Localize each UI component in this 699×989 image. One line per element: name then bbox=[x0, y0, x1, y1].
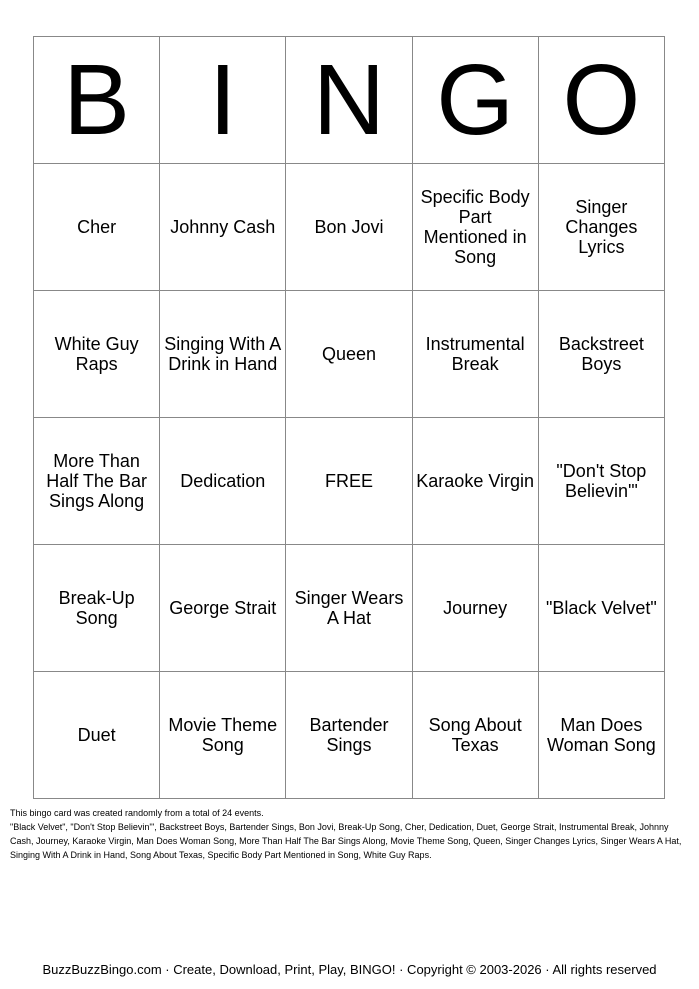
bingo-cell: Instrumental Break bbox=[412, 291, 538, 418]
bingo-cell: White Guy Raps bbox=[34, 291, 160, 418]
bingo-cell: Cher bbox=[34, 164, 160, 291]
bingo-cell: Man Does Woman Song bbox=[538, 672, 664, 799]
bingo-cell: Journey bbox=[412, 545, 538, 672]
header-letter-g: G bbox=[412, 37, 538, 164]
bingo-cell: Duet bbox=[34, 672, 160, 799]
bingo-cell: Backstreet Boys bbox=[538, 291, 664, 418]
header-letter-b: B bbox=[34, 37, 160, 164]
bingo-row-2 bbox=[34, 291, 665, 418]
bingo-cell: Johnny Cash bbox=[160, 164, 286, 291]
bingo-cell: More Than Half The Bar Sings Along bbox=[34, 418, 160, 545]
bingo-cell: Movie Theme Song bbox=[160, 672, 286, 799]
bingo-card bbox=[33, 36, 665, 799]
site-footer: BuzzBuzzBingo.com · Create, Download, Print, Play, BINGO! · Copyright © 2003-2026 · All rights reserved bbox=[42, 962, 657, 977]
bingo-row-3 bbox=[34, 418, 665, 545]
note-summary: This bingo card was created randomly from a total of 24 events. bbox=[10, 808, 264, 818]
bingo-header-row bbox=[34, 37, 665, 164]
bingo-cell: Queen bbox=[286, 291, 412, 418]
bingo-cell: "Black Velvet" bbox=[538, 545, 664, 672]
header-letter-o: O bbox=[538, 37, 664, 164]
bingo-row-5 bbox=[34, 672, 665, 799]
header-letter-i: I bbox=[160, 37, 286, 164]
note-event-list: "Black Velvet", "Don't Stop Believin'", Backstreet Boys, Bartender Sings, Bon Jovi, Break-Up Song, Cher, Dedication, Duet, George Strait, Instrumental Break, Johnny Cash, Journey, Karaoke Virgin, Man Does Woman Song, More Than Half The Bar Sings Along, Movie Theme Song, Queen, Singer Changes Lyrics, Singer Wears A Hat, Singing With A Drink in Hand, Song About Texas, Specific Body Part Mentioned in Song, White Guy Raps. bbox=[10, 822, 682, 860]
card-generation-note bbox=[10, 806, 690, 862]
bingo-cell: Singing With A Drink in Hand bbox=[160, 291, 286, 418]
header-letter-n: N bbox=[286, 37, 412, 164]
bingo-cell: "Don't Stop Believin'" bbox=[538, 418, 664, 545]
bingo-cell: Bartender Sings bbox=[286, 672, 412, 799]
bingo-cell: Break-Up Song bbox=[34, 545, 160, 672]
bingo-row-4 bbox=[34, 545, 665, 672]
free-space-cell: FREE bbox=[286, 418, 412, 545]
bingo-cell: Karaoke Virgin bbox=[412, 418, 538, 545]
bingo-cell: Specific Body Part Mentioned in Song bbox=[412, 164, 538, 291]
bingo-row-1 bbox=[34, 164, 665, 291]
bingo-cell: Singer Changes Lyrics bbox=[538, 164, 664, 291]
bingo-cell: Dedication bbox=[160, 418, 286, 545]
bingo-cell: George Strait bbox=[160, 545, 286, 672]
bingo-cell: Bon Jovi bbox=[286, 164, 412, 291]
bingo-cell: Singer Wears A Hat bbox=[286, 545, 412, 672]
bingo-cell: Song About Texas bbox=[412, 672, 538, 799]
